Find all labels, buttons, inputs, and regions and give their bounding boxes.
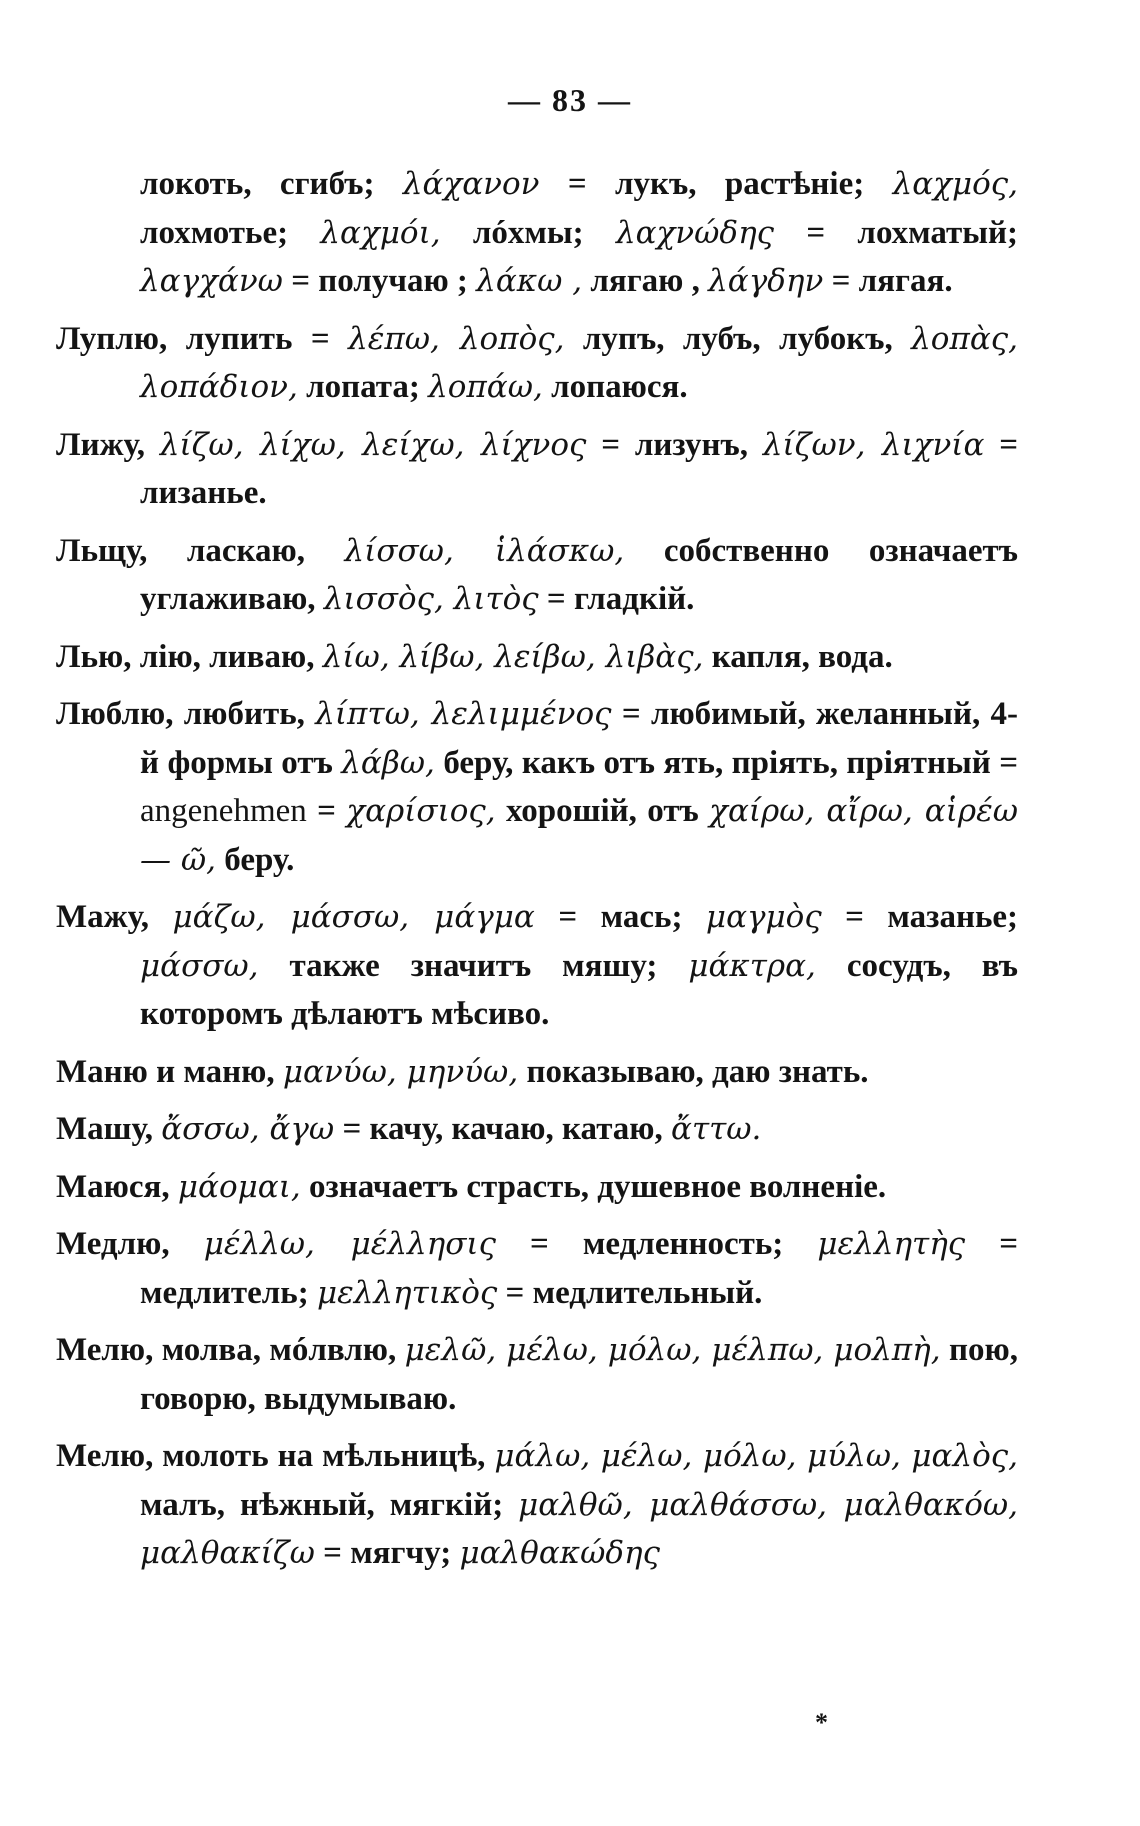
dictionary-entry <box>56 633 1018 682</box>
russian-text: также значитъ мяшу; <box>289 947 658 984</box>
greek-term: χαρίσιος, <box>346 793 496 829</box>
greek-term: μάομαι, <box>177 1168 301 1205</box>
russian-text: = медлительный. <box>505 1274 763 1311</box>
dictionary-entry <box>56 1105 1018 1154</box>
russian-text: показываю, даю знать. <box>526 1053 869 1090</box>
russian-text: = медлитель; <box>140 1226 1019 1311</box>
russian-text: Мелю, молва, мóлвлю, <box>56 1332 397 1368</box>
russian-text: хорошій, отъ <box>506 793 699 829</box>
dictionary-entry <box>56 1220 1018 1317</box>
dictionary-entry <box>56 315 1018 412</box>
russian-text: Машу, <box>56 1111 153 1147</box>
russian-text: = медленность; <box>530 1226 784 1262</box>
russian-text: означаетъ страсть, душевное волненіе. <box>308 1168 887 1205</box>
greek-term: μαλθακώδης <box>459 1535 660 1571</box>
russian-text: = гладкій. <box>546 581 695 617</box>
greek-term: μάκτρα, <box>688 947 816 984</box>
russian-text: лóхмы; <box>472 214 584 251</box>
russian-text: = лукъ, растѣніе; <box>567 166 865 202</box>
dictionary-entry <box>56 1326 1018 1423</box>
dictionary-entry <box>56 1432 1018 1578</box>
dictionary-entry <box>56 421 1018 518</box>
greek-term: ἄσσω, ἄγω <box>161 1111 335 1147</box>
page-number: — 83 — <box>508 82 632 118</box>
russian-text: = любимый, желанный, 4-й формы отъ <box>140 696 1019 781</box>
dictionary-entry <box>56 690 1018 884</box>
footer-asterisk: * <box>815 1708 828 1737</box>
greek-term: λίζων, λιχνία <box>762 426 985 463</box>
greek-term: λίπτω, λελιμμένος <box>315 696 612 732</box>
dictionary-entry <box>56 1163 1018 1212</box>
russian-text: Мелю, молоть на мѣльницѣ, <box>56 1438 486 1474</box>
russian-text: беру, какъ отъ ять, пріять, пріятный = <box>443 744 1019 781</box>
greek-term: λίσσω, ἱλάσκω, <box>344 532 625 569</box>
russian-text: Лижу, <box>56 426 145 463</box>
dictionary-entry <box>56 527 1018 624</box>
russian-text: = качу, качаю, катаю, <box>342 1111 663 1147</box>
greek-term: μελλητικὸς <box>316 1274 498 1311</box>
russian-text: малъ, нѣжный, мягкій; <box>140 1486 504 1523</box>
dictionary-entry <box>56 1048 1018 1097</box>
greek-term: λάχανον <box>402 166 540 202</box>
greek-term: λισσὸς, λιτὸς <box>323 581 539 617</box>
russian-text: пою, говорю, выдумываю. <box>140 1332 1019 1417</box>
dictionary-entry <box>56 893 1018 1039</box>
greek-term: μελῶ, μέλω, μόλω, μέλπω, μολπὴ, <box>404 1332 941 1368</box>
greek-term: λάγδην <box>708 263 824 299</box>
russian-text: = мягчу; <box>323 1535 452 1571</box>
greek-term: λοπάω, <box>428 369 543 405</box>
russian-text: = лизанье. <box>140 426 1019 511</box>
russian-text: Мажу, <box>56 899 150 935</box>
russian-text: = мась; <box>558 899 683 935</box>
russian-text: = лохматый; <box>806 214 1018 251</box>
russian-text: Люблю, любить, <box>56 696 305 732</box>
greek-term: λάβω, <box>341 744 435 781</box>
greek-term: λέπω, λοπὸς, <box>348 320 565 357</box>
russian-text: Лью, лію, ливаю, <box>56 638 315 675</box>
greek-term: λάκω , <box>476 263 583 299</box>
greek-term: μελλητὴς <box>817 1226 966 1262</box>
russian-text: Маню и маню, <box>56 1053 275 1090</box>
greek-term: λοπὰς, λοπάδιον, <box>140 320 1018 405</box>
russian-text: = лягая. <box>831 263 953 299</box>
russian-text: лохмотье; <box>140 214 289 251</box>
russian-text: Луплю, лупить = <box>56 320 330 357</box>
greek-term: λαχνώδης <box>615 214 775 251</box>
russian-text: Льщу, ласкаю, <box>56 532 306 569</box>
russian-text: Маюся, <box>56 1168 170 1205</box>
russian-text: беру. <box>224 841 295 878</box>
russian-text: капля, вода. <box>711 638 893 675</box>
russian-text: = мазанье; <box>845 899 1019 935</box>
russian-text: локоть, сгибъ; <box>140 166 375 202</box>
greek-term: λαγχάνω <box>140 263 283 299</box>
russian-text: = получаю ; <box>291 263 468 299</box>
russian-text: лопаюся. <box>551 369 688 405</box>
russian-text: = лизунъ, <box>601 426 748 463</box>
dictionary-entries <box>56 160 1018 1587</box>
greek-term: μαγμὸς <box>705 899 822 935</box>
dictionary-entry <box>56 160 1018 306</box>
greek-term: μάλω, μέλω, μόλω, μύλω, μαλὸς, <box>494 1438 1019 1474</box>
greek-term: λίω, λίβω, λείβω, λιβὰς, <box>322 638 704 675</box>
russian-text: лопата; <box>306 369 420 405</box>
greek-term: μάσσω, <box>140 947 259 984</box>
russian-text: лупъ, лубъ, лубокъ, <box>582 320 893 357</box>
greek-term: χαίρω, αἴρω, αἱρέω — ῶ, <box>140 793 1019 878</box>
latin-term: angenehmen <box>140 793 307 829</box>
russian-text: = <box>317 793 336 829</box>
greek-term: μανύω, μηνύω, <box>282 1053 519 1090</box>
russian-text: лягаю , <box>590 263 700 299</box>
greek-term: μέλλω, μέλλησις <box>203 1226 496 1262</box>
greek-term: μάζω, μάσσω, μάγμα <box>172 899 535 935</box>
greek-term: λαχμόι, <box>320 214 441 251</box>
russian-text: сосудъ, въ которомъ дѣлаютъ мѣсиво. <box>140 947 1018 1032</box>
greek-term: λίζω, λίχω, λείχω, λίχνος <box>159 426 587 463</box>
greek-term: λαχμός, <box>892 166 1018 202</box>
russian-text: собственно означаетъ углаживаю, <box>140 532 1019 617</box>
greek-term: ἄττω. <box>671 1111 762 1147</box>
greek-term: μαλθῶ, μαλθάσσω, μαλθακόω, μαλθακίζω <box>140 1486 1018 1571</box>
russian-text: Медлю, <box>56 1226 170 1262</box>
